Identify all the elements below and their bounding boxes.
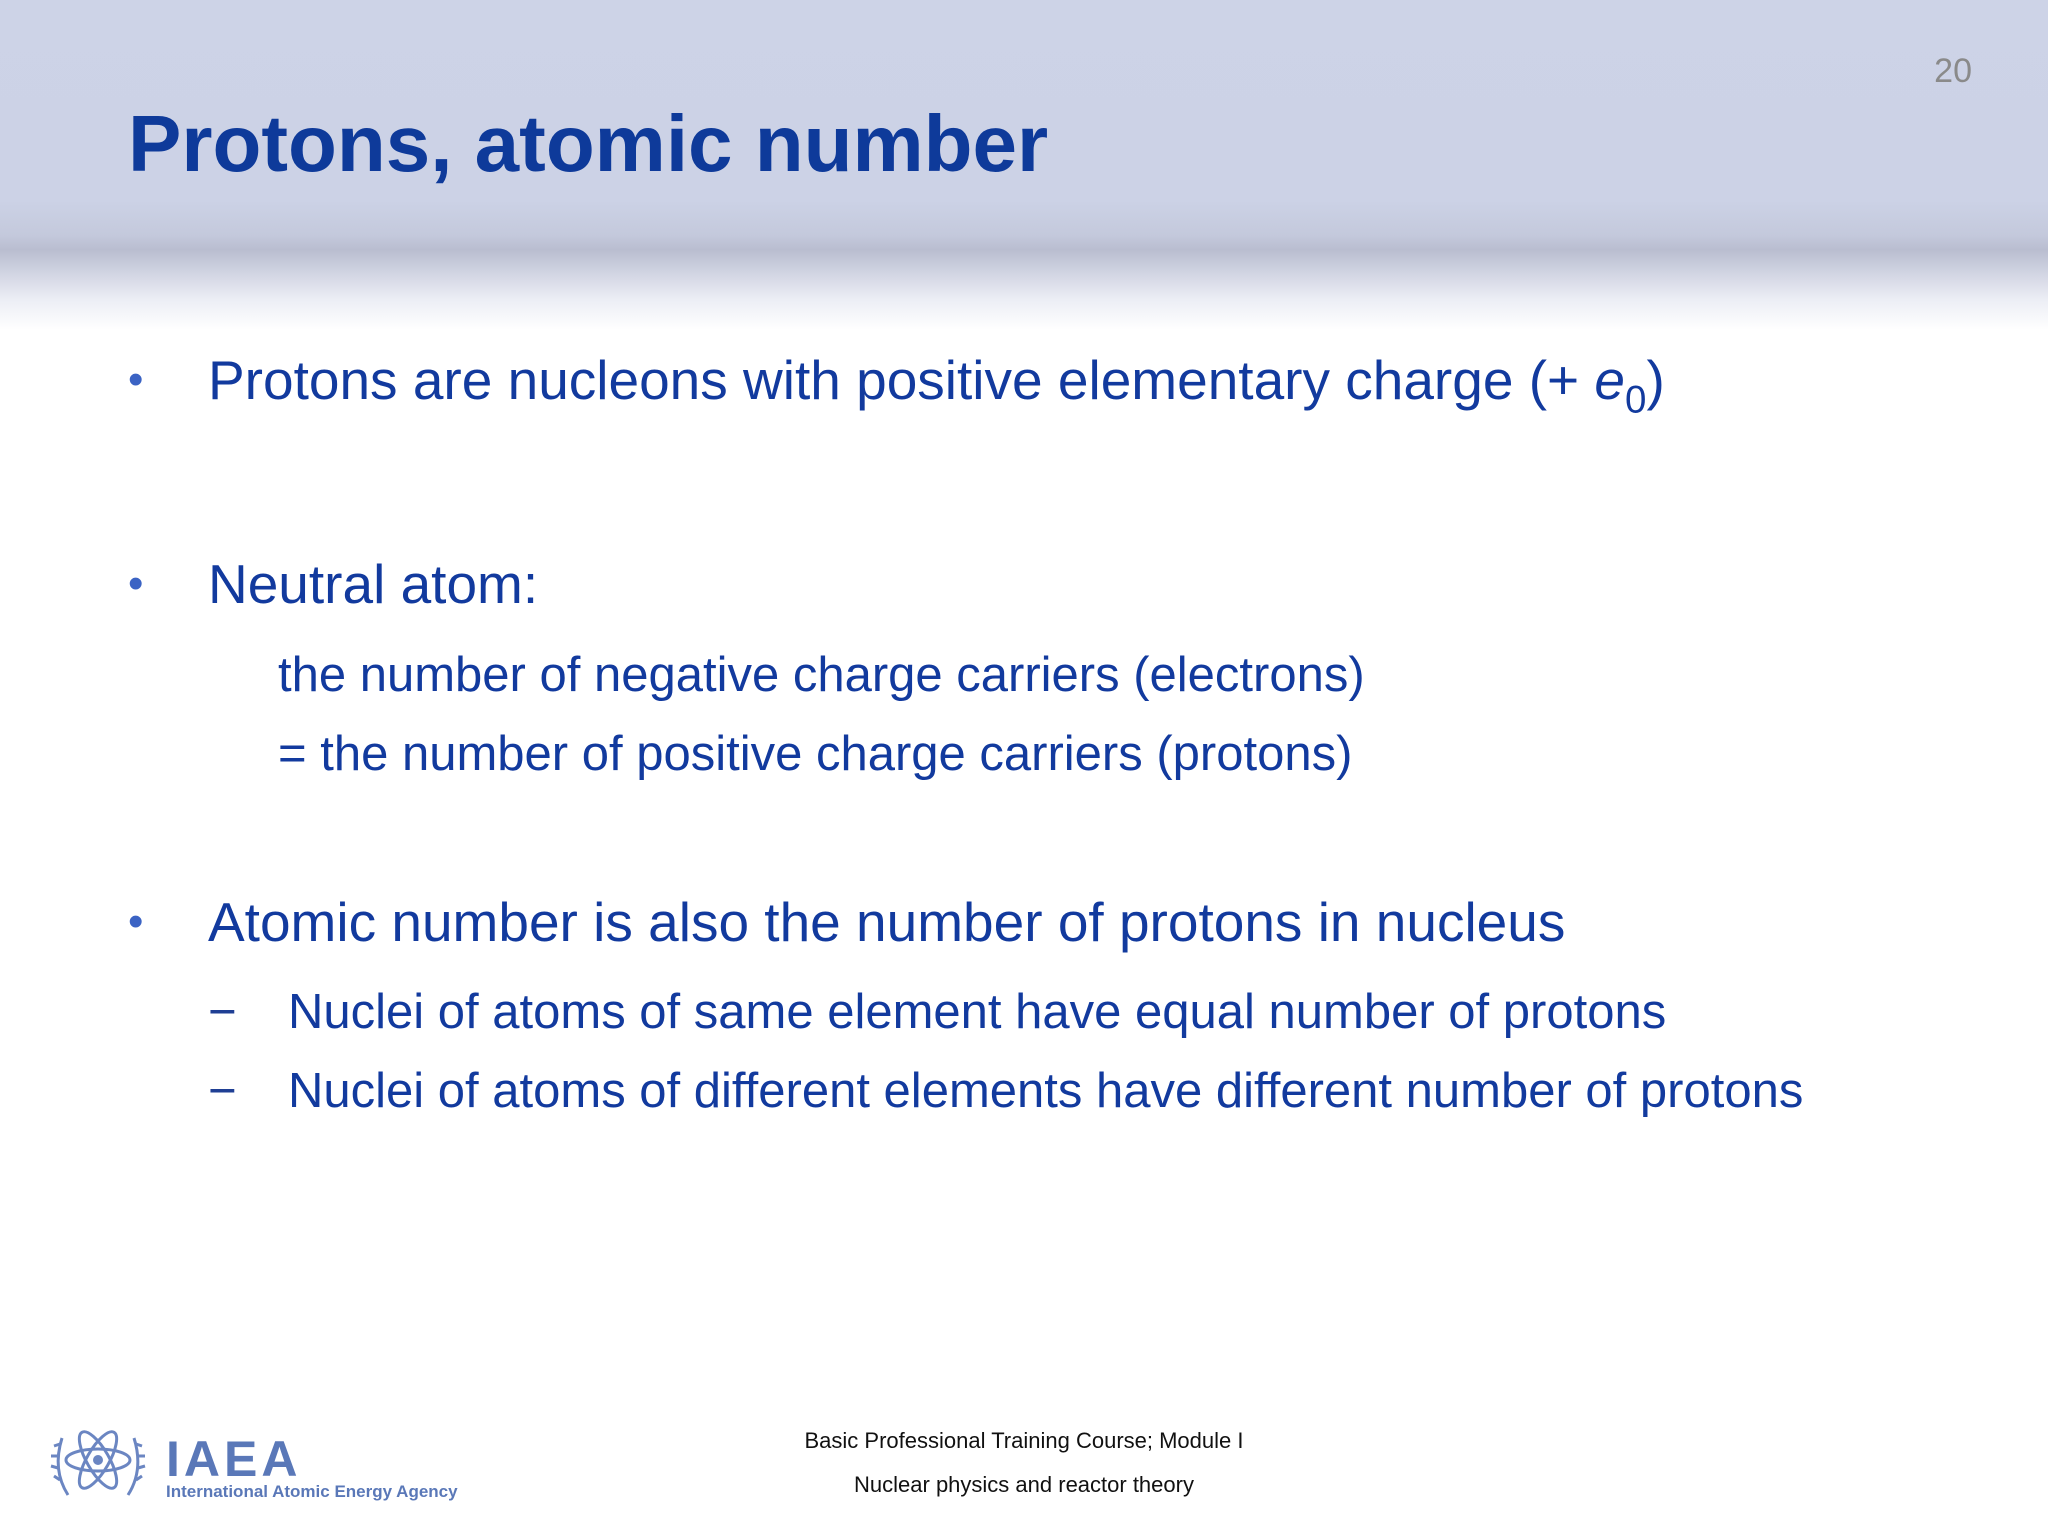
bullet-text: Neutral atom: xyxy=(208,553,539,615)
bullet-text: Atomic number is also the number of protons in nucleus xyxy=(208,891,1566,953)
bullet-text: Protons are nucleons with positive elementary charge (+ $e_0$) xyxy=(208,349,1665,422)
slide-title: Protons, atomic number xyxy=(128,99,1049,188)
footer-course: Basic Professional Training Course; Module I xyxy=(804,1428,1244,1453)
neutral-atom-line-protons: = the number of positive charge carriers (protons) xyxy=(278,727,1353,781)
sub-item-text: Nuclei of atoms of same element have equal number of protons xyxy=(288,985,1667,1039)
bullet-marker: • xyxy=(128,559,144,608)
sub-item-text: Nuclei of atoms of different elements have different number of protons xyxy=(288,1064,1804,1118)
atom-emblem-icon xyxy=(48,1410,148,1510)
bullet-marker: • xyxy=(128,355,144,404)
dash-marker: − xyxy=(208,1064,237,1118)
charge-subscript: 0 xyxy=(1625,378,1647,422)
bullet-marker: • xyxy=(128,897,144,946)
charge-symbol: e xyxy=(1594,349,1626,411)
neutral-atom-line-electrons: the number of negative charge carriers (electrons) xyxy=(278,648,1365,702)
slide-number: 20 xyxy=(1934,52,1972,90)
dash-marker: − xyxy=(208,985,237,1039)
logo-agency-name: International Atomic Energy Agency xyxy=(166,1482,458,1501)
iaea-logo xyxy=(48,1410,508,1510)
logo-acronym: IAEA xyxy=(166,1431,302,1487)
footer-module: Nuclear physics and reactor theory xyxy=(854,1472,1194,1497)
